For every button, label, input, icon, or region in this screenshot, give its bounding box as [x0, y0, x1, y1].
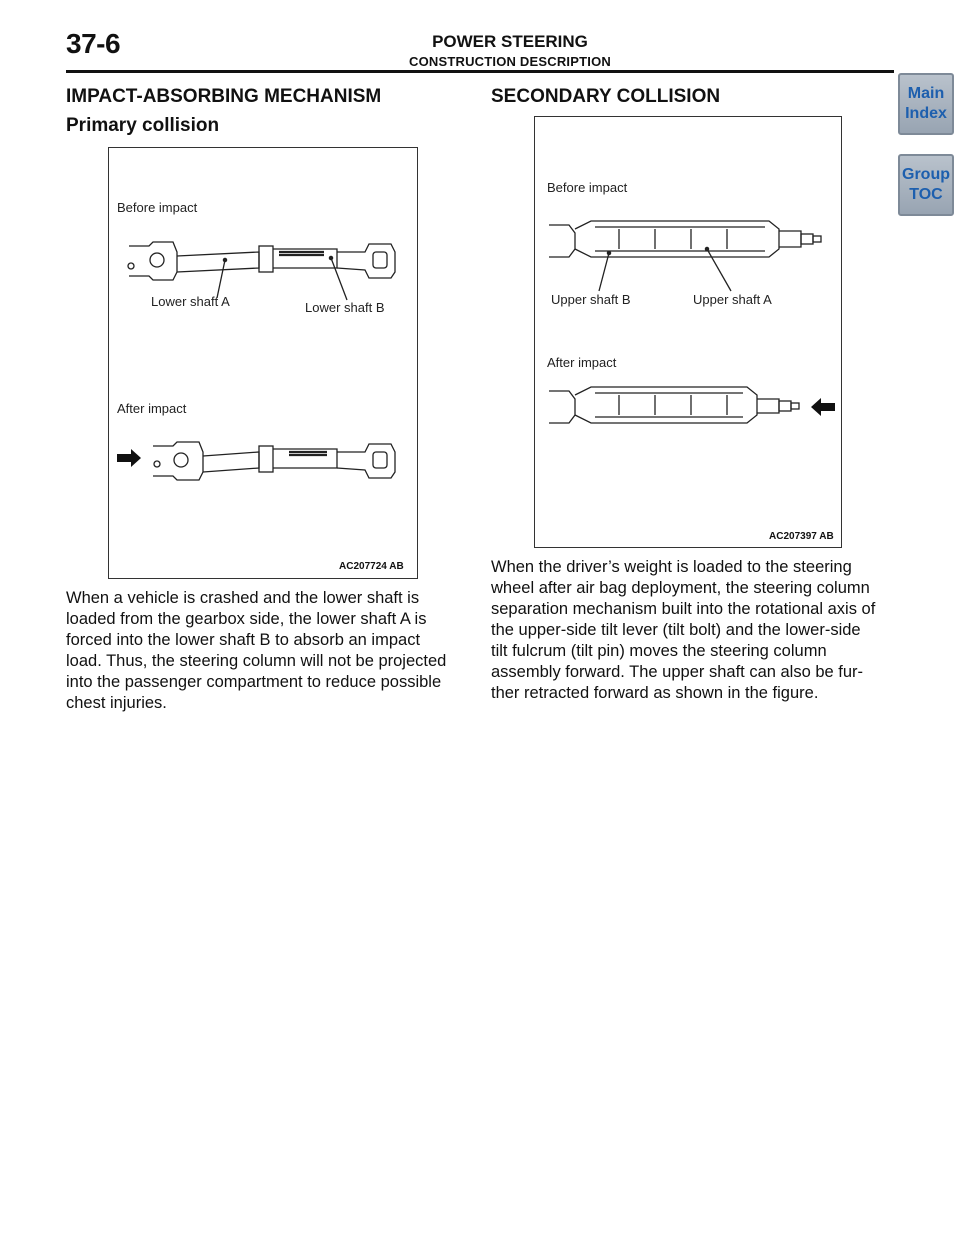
upper-shaft-a-label: Upper shaft A: [693, 292, 772, 307]
impact-absorbing-heading: IMPACT-ABSORBING MECHANISM: [66, 86, 382, 107]
figure-code: AC207724 AB: [339, 561, 404, 572]
upper-shaft-b-label: Upper shaft B: [551, 292, 631, 307]
secondary-collision-text: When the driver’s weight is loaded to the steering wheel after air bag deployment, the steering column separation mechanism built into the rotational axis of the upper-side tilt lever (tilt bolt) and the lower-side tilt fulcrum (tilt pin) moves the steering column assembly forward. The upper shaft can also be fur- ther retracted forward as shown in the figure.: [491, 558, 876, 702]
upper-shaft-diagram: [535, 117, 843, 549]
before-impact-label: Before impact: [117, 200, 198, 215]
main-index-button[interactable]: Main Index: [898, 73, 954, 135]
after-impact-label: After impact: [117, 401, 187, 416]
page-number: 37-6: [66, 28, 121, 59]
primary-collision-figure: [108, 147, 418, 579]
header-divider: [66, 70, 894, 73]
section-title: POWER STEERING: [432, 32, 588, 51]
lower-shaft-b-label: Lower shaft B: [305, 300, 385, 315]
lower-shaft-a-label: Lower shaft A: [151, 294, 230, 309]
primary-collision-text: When a vehicle is crashed and the lower shaft is loaded from the gearbox side, the lower shaft A is forced into the lower shaft B to absorb an impact load. Thus, the steering column will not be projected into the passenger compartment to reduce possible chest injuries.: [66, 589, 447, 712]
after-impact-label: After impact: [547, 355, 617, 370]
group-toc-button[interactable]: Group TOC: [898, 154, 954, 216]
secondary-collision-heading: SECONDARY COLLISION: [491, 86, 721, 107]
primary-collision-heading: Primary collision: [66, 115, 220, 136]
figure-code: AC207397 AB: [769, 531, 834, 542]
lower-shaft-diagram: [109, 148, 419, 580]
before-impact-label: Before impact: [547, 180, 628, 195]
section-subtitle: CONSTRUCTION DESCRIPTION: [409, 54, 611, 69]
secondary-collision-figure: [534, 116, 842, 548]
